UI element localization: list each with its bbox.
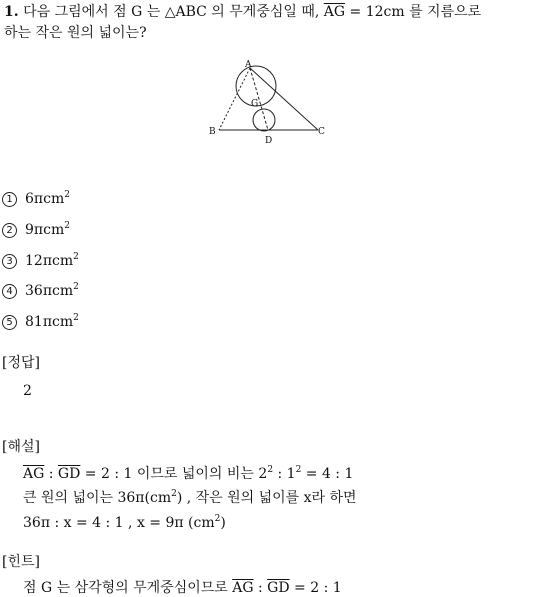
segment-ag: $\overline{AG}$	[323, 4, 346, 20]
explanation-line-1: $\overline{AG}$ : $\overline{GD} = 2$ : 1 이므로 넓이의 비는 $2^2$ : $1^2 = 4$ : 1	[23, 465, 354, 482]
label-g: G	[251, 99, 259, 109]
choice-3: 3 12πcm$^2$	[2, 254, 79, 269]
small-circle	[253, 109, 275, 131]
question-text-a: 다음 그림에서 점 G 는 △ABC 의 무게중심일 때,	[23, 4, 320, 20]
explanation-line-2: 큰 원의 넓이는 $36\pi(cm^2)$ , 작은 원의 넓이를 x라 하면	[23, 489, 357, 506]
label-b: B	[209, 127, 216, 137]
label-c: C	[318, 127, 325, 137]
choice-4: 4 36πcm$^2$	[2, 284, 79, 299]
choice-marker-1: 1	[2, 192, 17, 207]
label-a: A	[245, 60, 252, 70]
choice-2: 2 9πcm$^2$	[2, 223, 70, 238]
label-d: D	[265, 136, 273, 146]
answer-value: 2	[23, 383, 32, 399]
hint-line: 점 G 는 삼각형의 무게중심이므로 $\overline{AG}$ : $\overline{GD} = 2$ : 1	[23, 580, 342, 596]
answer-heading: [정답]	[2, 355, 40, 371]
hint-heading: [힌트]	[2, 554, 40, 570]
choice-1: 1 6πcm$^2$	[2, 192, 70, 207]
question-line-2: 하는 작은 원의 넓이는?	[4, 25, 147, 41]
side-ac	[250, 68, 318, 130]
explanation-line-3: 36π : x = 4 : 1 , x = 9π $(cm^2)$	[23, 514, 226, 531]
question-number: 1.	[4, 4, 19, 20]
explanation-heading: [해설]	[2, 439, 40, 455]
question-text-b: = 12cm 를 지름으로	[349, 4, 482, 20]
choice-marker-2: 2	[2, 223, 17, 238]
choice-marker-4: 4	[2, 284, 17, 299]
choice-marker-5: 5	[2, 315, 17, 330]
choice-5: 5 81πcm$^2$	[2, 315, 79, 330]
side-ab	[219, 68, 250, 130]
choice-marker-3: 3	[2, 254, 17, 269]
